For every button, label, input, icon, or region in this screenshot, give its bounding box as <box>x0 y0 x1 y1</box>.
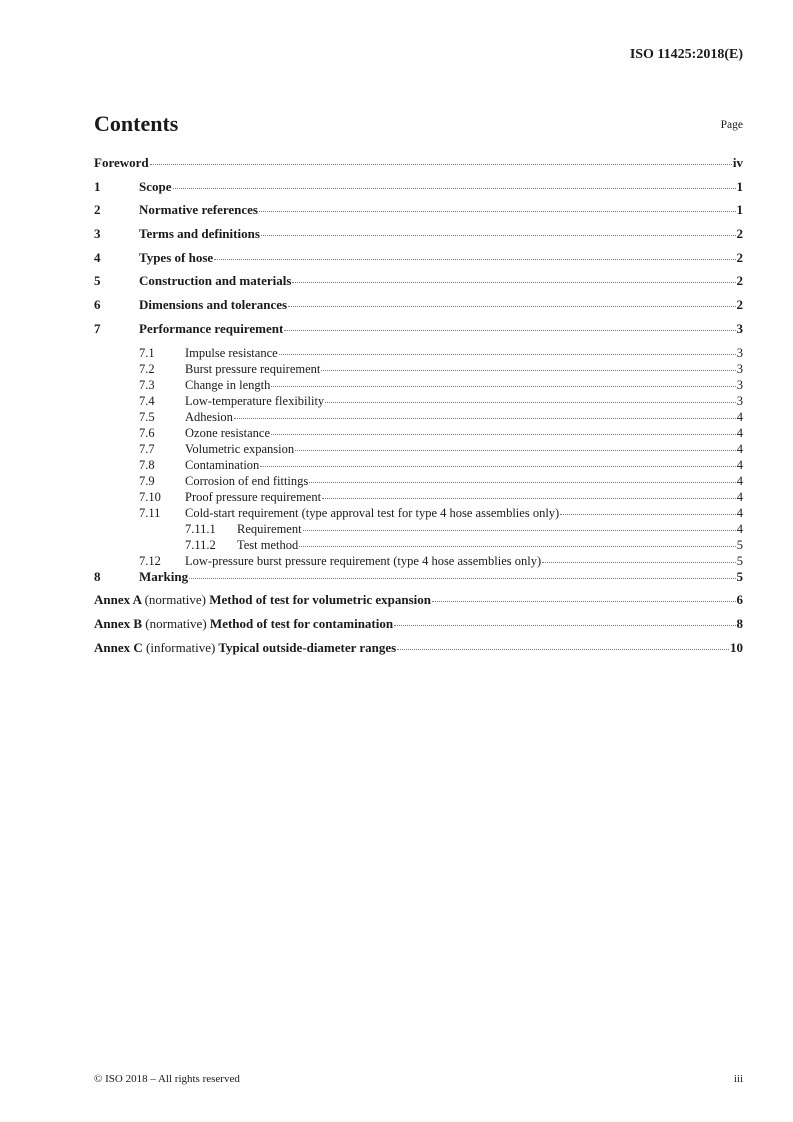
annex-kind: (normative) <box>145 615 207 631</box>
dot-leader <box>397 649 729 650</box>
toc-entry-page: 3 <box>736 393 743 408</box>
toc-entry-page: 8 <box>736 615 743 631</box>
toc-entry-number: 7.4 <box>139 393 155 408</box>
dot-leader <box>279 354 736 355</box>
toc-entry-number: 8 <box>94 568 101 584</box>
toc-entry-number: 7.7 <box>139 441 155 456</box>
toc-entry[interactable] <box>94 441 743 457</box>
toc-entry[interactable] <box>94 640 743 664</box>
dot-leader <box>214 259 735 260</box>
toc-entry[interactable] <box>94 616 743 640</box>
dot-leader <box>234 418 736 419</box>
dot-leader <box>560 514 736 515</box>
footer-copyright: © ISO 2018 – All rights reserved <box>94 1073 240 1085</box>
toc-entry-title: Adhesion <box>185 409 233 424</box>
toc-entry[interactable] <box>94 155 743 179</box>
dot-leader <box>394 625 735 626</box>
toc-entry-title: Low-temperature flexibility <box>185 393 325 408</box>
toc-entry-page: 3 <box>736 361 743 376</box>
toc-entry-title: Terms and definitions <box>139 226 260 242</box>
toc-entry[interactable] <box>94 425 743 441</box>
dot-leader <box>303 530 736 531</box>
toc-entry-page: iv <box>732 155 743 170</box>
toc-entry-number: 7.5 <box>139 409 155 424</box>
toc-entry-page: 4 <box>736 425 743 440</box>
annex-title: Method of test for volumetric expansion <box>209 592 432 608</box>
toc-entry-title: Normative references <box>139 202 258 218</box>
annex-label: Annex B <box>94 615 143 631</box>
toc-entry-page: 4 <box>736 473 743 488</box>
toc-entry-page: 2 <box>736 297 743 313</box>
toc-entry-title: Proof pressure requirement <box>185 489 322 504</box>
toc-entry-title: Test method <box>237 537 299 552</box>
toc-entry-number: 7.2 <box>139 361 155 376</box>
toc-entry[interactable] <box>94 409 743 425</box>
toc-entry[interactable] <box>94 226 743 250</box>
toc-entry[interactable] <box>94 345 743 361</box>
toc-entry-page: 5 <box>736 553 743 568</box>
toc-entry-number: 7.8 <box>139 457 155 472</box>
toc-entry-page: 1 <box>736 202 743 218</box>
toc-entry[interactable] <box>94 592 743 616</box>
toc-entry[interactable] <box>94 537 743 553</box>
toc-entry-title: Corrosion of end fittings <box>185 473 309 488</box>
dot-leader <box>271 386 735 387</box>
toc-entry-page: 3 <box>736 345 743 360</box>
annex-label: Annex A <box>94 592 142 608</box>
toc-entry-title: Foreword <box>94 155 149 170</box>
dot-leader <box>542 562 736 563</box>
toc-entry-number: 7.3 <box>139 377 155 392</box>
dot-leader <box>432 601 735 602</box>
toc-entry-title: Marking <box>139 568 189 584</box>
dot-leader <box>322 498 736 499</box>
dot-leader <box>271 434 736 435</box>
dot-leader <box>309 482 735 483</box>
toc-entry-page: 5 <box>736 568 743 584</box>
dot-leader <box>189 578 735 579</box>
toc-entry-title <box>94 640 396 656</box>
toc-entry-title: Scope <box>139 178 172 194</box>
toc-entry-number: 7.12 <box>139 553 161 568</box>
toc-entry-title: Construction and materials <box>139 273 292 289</box>
toc-entry[interactable] <box>94 505 743 521</box>
toc-entry-title: Change in length <box>185 377 271 392</box>
toc-entry[interactable] <box>94 521 743 537</box>
page-column-label: Page <box>720 119 743 131</box>
toc-entry[interactable] <box>94 473 743 489</box>
toc-entry-number: 3 <box>94 226 101 242</box>
dot-leader <box>173 188 736 189</box>
toc-entry-page: 5 <box>736 537 743 552</box>
toc-entry-page: 2 <box>736 249 743 265</box>
toc-entry-page: 2 <box>736 273 743 289</box>
toc-entry-page: 3 <box>736 377 743 392</box>
toc-entry-title: Volumetric expansion <box>185 441 295 456</box>
dot-leader <box>325 402 736 403</box>
toc-entry-page: 4 <box>736 441 743 456</box>
toc-entry[interactable] <box>94 377 743 393</box>
toc-entry-number: 7.9 <box>139 473 155 488</box>
toc-entry-number: 7.11.1 <box>185 521 216 536</box>
toc-entry[interactable] <box>94 489 743 505</box>
toc-entry[interactable] <box>94 321 743 345</box>
toc-entry[interactable] <box>94 202 743 226</box>
toc-entry-title: Ozone resistance <box>185 425 271 440</box>
toc-entry-page: 6 <box>736 592 743 608</box>
dot-leader <box>284 330 735 331</box>
toc-entry-number: 7.11 <box>139 505 161 520</box>
toc-entry-title: Dimensions and tolerances <box>139 297 288 313</box>
toc-entry-title: Low-pressure burst pressure requirement (type 4 hose assemblies only) <box>185 553 542 568</box>
annex-title: Method of test for contamination <box>209 615 394 631</box>
toc-entry-title: Contamination <box>185 457 260 472</box>
dot-leader <box>260 466 735 467</box>
toc-entry[interactable] <box>94 179 743 203</box>
toc-entry-number: 7.11.2 <box>185 537 216 552</box>
toc-entry-title: Types of hose <box>139 249 214 265</box>
toc-entry[interactable] <box>94 393 743 409</box>
toc-entry-number: 7 <box>94 320 101 336</box>
toc-entry[interactable] <box>94 553 743 569</box>
toc-entry-title <box>94 616 393 632</box>
toc-entry-page: 10 <box>730 639 743 655</box>
toc-entry-title: Cold-start requirement (type approval test for type 4 hose assemblies only) <box>185 505 560 520</box>
toc-entry-page: 4 <box>736 457 743 472</box>
dot-leader <box>292 282 735 283</box>
toc-entry-page: 4 <box>736 521 743 536</box>
dot-leader <box>321 370 735 371</box>
page-title: Contents <box>94 111 179 136</box>
dot-leader <box>259 211 736 212</box>
toc-entry[interactable] <box>94 273 743 297</box>
toc-entry-number: 4 <box>94 249 101 265</box>
toc-entry[interactable] <box>94 569 743 593</box>
document-id: ISO 11425:2018(E) <box>629 47 743 62</box>
toc-entry-number: 7.6 <box>139 425 155 440</box>
annex-label: Annex C <box>94 639 143 655</box>
dot-leader <box>150 164 732 165</box>
toc-entry-title: Impulse resistance <box>185 345 278 360</box>
dot-leader <box>261 235 736 236</box>
toc-entry-page: 4 <box>736 489 743 504</box>
toc-entry-page: 3 <box>736 320 743 336</box>
dot-leader <box>288 306 735 307</box>
toc-entry-title: Requirement <box>237 521 302 536</box>
toc-entry-title <box>94 592 431 608</box>
toc-entry[interactable] <box>94 457 743 473</box>
dot-leader <box>295 450 736 451</box>
toc-entry-number: 1 <box>94 178 101 194</box>
toc-entry-page: 4 <box>736 409 743 424</box>
toc-entry-number: 6 <box>94 297 101 313</box>
annex-title: Typical outside-diameter ranges <box>218 639 397 655</box>
toc-entry-title: Performance requirement <box>139 320 284 336</box>
toc-entry[interactable] <box>94 361 743 377</box>
toc-entry-page: 2 <box>736 226 743 242</box>
footer-page-number: iii <box>733 1073 743 1085</box>
toc-entry-number: 2 <box>94 202 101 218</box>
annex-kind: (normative) <box>144 592 206 608</box>
toc-entry-page: 4 <box>736 505 743 520</box>
toc-entry-title: Burst pressure requirement <box>185 361 321 376</box>
toc-entry[interactable] <box>94 250 743 274</box>
toc-entry-page: 1 <box>736 178 743 194</box>
toc-entry[interactable] <box>94 297 743 321</box>
table-of-contents <box>94 155 743 663</box>
toc-entry-number: 7.10 <box>139 489 161 504</box>
dot-leader <box>299 546 735 547</box>
toc-entry-number: 7.1 <box>139 345 155 360</box>
annex-kind: (informative) <box>146 639 216 655</box>
toc-entry-number: 5 <box>94 273 101 289</box>
